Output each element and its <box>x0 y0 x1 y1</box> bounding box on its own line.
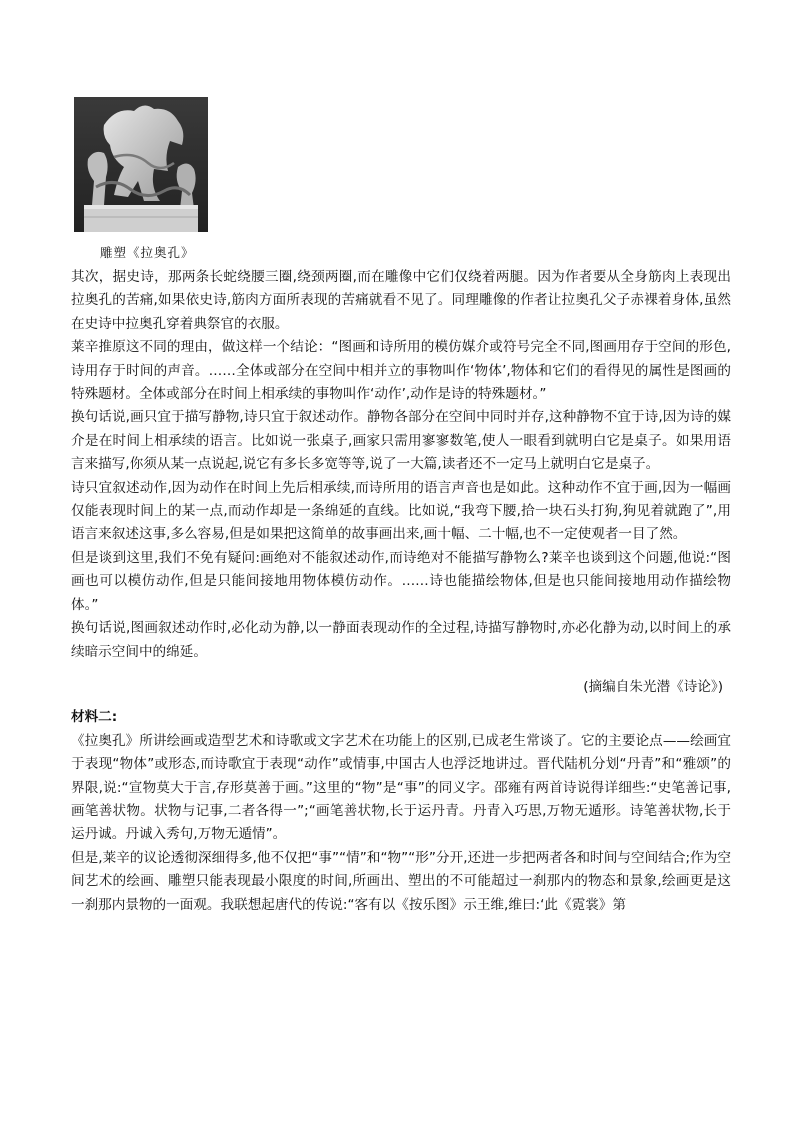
paragraph-4: 诗只宜叙述动作,因为动作在时间上先后相承续,而诗所用的语言声音也是如此。这种动作不宜于画,因为一幅画仅能表现时间上的某一点,而动作却是一条绵延的直线。比如说,“我弯下腰,拾一块石头打狗,狗见着就跑了”,用语言来叙述这事,多么容易,但是如果把这简单的故事画出来,画十幅、二十幅,也不一定使观者一目了然。 <box>71 479 731 543</box>
material-2-paragraph-1: 《拉奥孔》所讲绘画或造型艺术和诗歌或文字艺术在功能上的区别,已成老生常谈了。它的主要论点——绘画宜于表现“物体”或形态,而诗歌宜于表现“动作”或情事,中国古人也浮泛地讲过。晋代陆机分划“丹青”和“雅颂”的界限,说:“宣物莫大于言,存形莫善于画。”这里的“物”是“事”的同义字。邵雍有两首诗说得详细些:“史笔善记事,画笔善状物。状物与记事,二者各得一”;“画笔善状物,长于运丹青。丹青入巧思,万物无遁形。诗笔善状物,长于运丹诚。丹诚入秀句,万物无遁情”。 <box>71 732 731 843</box>
material-2-paragraph-2: 但是,莱辛的议论透彻深细得多,他不仅把“事”“情”和“物”“形”分开,还进一步把两者各和时间与空间结合;作为空间艺术的绘画、雕塑只能表现最小限度的时间,所画出、塑出的不可能超过一刹那内的物态和景象,绘画更是这一刹那内景物的一面观。我联想起唐代的传说:“客有以《按乐图》示王维,维曰:‘此《霓裳》第 <box>71 849 731 913</box>
figure-caption: 雕塑《拉奥孔》 <box>100 245 195 260</box>
paragraph-3: 换句话说,画只宜于描写静物,诗只宜于叙述动作。静物各部分在空间中同时并存,这种静物不宜于诗,因为诗的媒介是在时间上相承续的语言。比如说一张桌子,画家只需用寥寥数笔,使人一眼看到就明白它是桌子。如果用语言来描写,你须从某一点说起,说它有多长多宽等等,说了一大篇,读者还不一定马上就明白它是桌子。 <box>71 409 731 473</box>
laocoon-sculpture-image <box>74 97 208 232</box>
paragraph-5: 但是谈到这里,我们不免有疑问:画绝对不能叙述动作,而诗绝对不能描写静物么?莱辛也谈到这个问题,他说:“图画也可以模仿动作,但是只能间接地用物体模仿动作。……诗也能描绘物体,但是也只能间接地用动作描绘物体。” <box>71 549 731 613</box>
paragraph-2: 莱辛推原这不同的理由，做这样一个结论：“图画和诗所用的模仿媒介或符号完全不同,图画用存于空间的形色,诗用存于时间的声音。……全体或部分在空间中相并立的事物叫作‘物体’,物体和它们的看得见的属性是图画的特殊题材。全体或部分在时间上相承续的事物叫作‘动作’,动作是诗的特殊题材。” <box>71 339 731 403</box>
sculpture-figure <box>74 97 224 232</box>
article-body <box>71 266 731 917</box>
source-citation: (摘编自朱光潜《诗论》) <box>583 678 723 695</box>
material-2-heading: 材料二: <box>71 709 118 726</box>
paragraph-6: 换句话说,图画叙述动作时,必化动为静,以一静面表现动作的全过程,诗描写静物时,亦必化静为动,以时间上的承续暗示空间中的绵延。 <box>71 620 731 660</box>
paragraph-1: 其次，据史诗，那两条长蛇绕腰三圈,绕颈两圈,而在雕像中它们仅绕着两腿。因为作者要从全身筋肉上表现出拉奥孔的苦痛,如果依史诗,筋肉方面所表现的苦痛就看不见了。同理雕像的作者让拉奥孔父子赤裸着身体,虽然在史诗中拉奥孔穿着典祭官的衣服。 <box>71 269 731 332</box>
